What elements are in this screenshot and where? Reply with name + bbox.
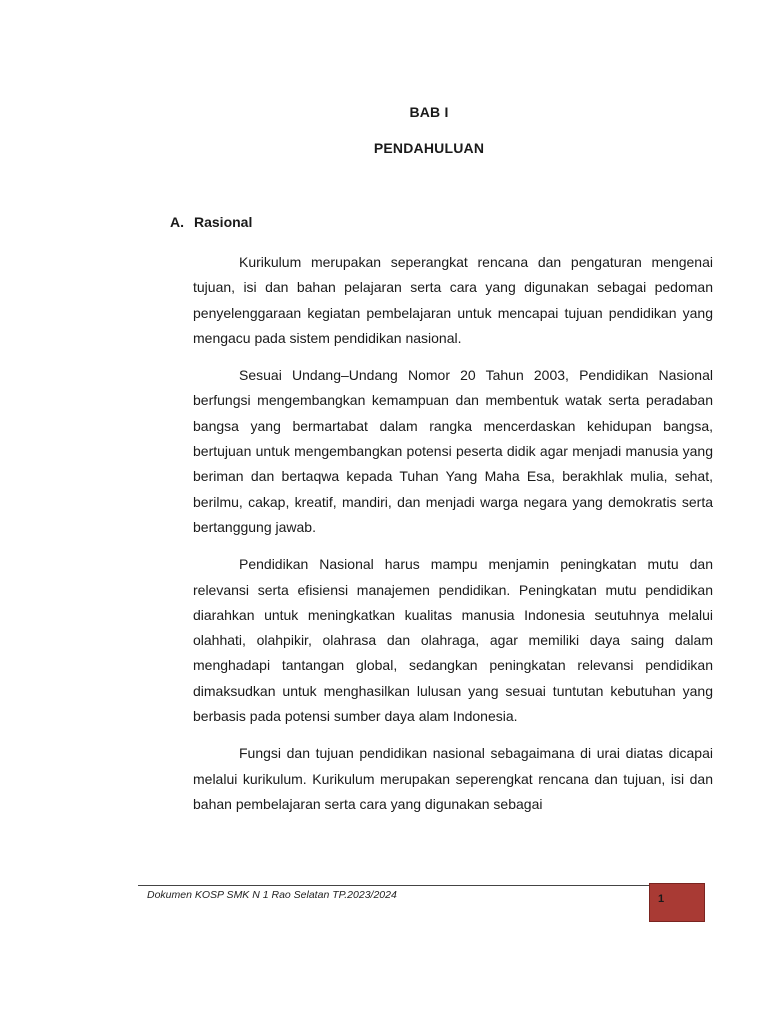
paragraph: Sesuai Undang–Undang Nomor 20 Tahun 2003, Pendidikan Nasional berfungsi mengembangkan kemampuan dan membentuk watak serta peradaban bangsa yang bermartabat dalam rangka mencerdaskan kehidupan bangsa, bertujuan untuk mengembangkan potensi peserta didik agar menjadi manusia yang beriman dan bertaqwa kepada Tuhan Yang Maha Esa, berakhlak mulia, sehat, berilmu, cakap, kreatif, mandiri, dan menjadi warga negara yang demokratis serta bertanggung jawab. [193,367,713,535]
paragraph: Fungsi dan tujuan pendidikan nasional sebagaimana di urai diatas dicapai melalui kurikulum. Kurikulum merupakan seperengkat rencana dan tujuan, isi dan bahan pembelajaran serta cara yang digunakan sebagai [193,745,713,812]
page-number-box [649,883,705,922]
section-title: Rasional [194,214,253,230]
footer-document-label: Dokumen KOSP SMK N 1 Rao Selatan TP.2023/2024 [147,889,397,901]
page-number: 1 [658,893,665,905]
section-heading [170,214,252,230]
chapter-number: BAB I [409,104,449,120]
section-letter: A. [170,214,184,230]
chapter-title: PENDAHULUAN [373,140,485,156]
footer-divider [138,885,650,886]
paragraph: Pendidikan Nasional harus mampu menjamin peningkatan mutu dan relevansi serta efisiensi manajemen pendidikan. Peningkatan mutu pendidikan diarahkan untuk meningkatkan kualitas manusia Indonesia seutuhnya melalui olahhati, olahpikir, olahrasa dan olahraga, agar memiliki daya saing dalam menghadapi tantangan global, sedangkan peningkatan relevansi pendidikan dimaksudkan untuk menghasilkan lulusan yang sesuai tuntutan kebutuhan yang berbasis pada potensi sumber daya alam Indonesia. [193,556,713,725]
paragraph: Kurikulum merupakan seperangkat rencana dan pengaturan mengenai tujuan, isi dan bahan pelajaran serta cara yang digunakan sebagai pedoman penyelenggaraan kegiatan pembelajaran untuk mencapai tujuan pendidikan yang mengacu pada sistem pendidikan nasional. [193,254,713,346]
body-text [193,250,713,829]
